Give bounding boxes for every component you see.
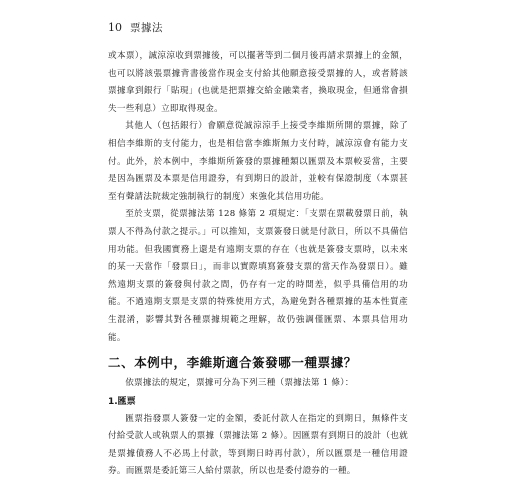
body-paragraph-2: 其他人（包括銀行）會願意從誠涼涼手上接受李維斯所開的票據，除了相信李維斯的支付能力，也是相信當李維斯無力支付時，誠涼涼會有能力支付。此外，於本例中，李維斯所簽發的票據種類以匯票及本票較妥當，主要是因為匯票及本票是信用證券，有到期日的設計，並較有保證制度（本票甚至有聲請法院裁定強制執行的制度）來強化其信用功能。 (108, 121, 408, 202)
page-body (108, 48, 408, 481)
body-paragraph-1: 或本票），誠涼涼收到票據後，可以擺著等到二個月後再請求票據上的金額，也可以將該張票據背書後當作現金支付給其他願意接受票據的人，或者將該票據拿到銀行「貼現」(也就是把票據交給金融業者，換取現金，但通常會損失一些利息）立即取得現金。 (108, 51, 408, 114)
section-intro: 依票據法的規定，票據可分為下列三種（票據法第 1 條）： (125, 378, 354, 389)
page-header (108, 20, 163, 35)
section-heading: 二、本例中，李維斯適合簽發哪一種票據？ (108, 355, 357, 371)
sub-paragraph: 匯票指發票人簽發一定的金額，委託付款人在指定的到期日，無條件支付給受款人或執票人的票據（票據法第 2 條）。因匯票有到期日的設計（也就是票據債務人不必馬上付款，等到期日時再付款），所以匯票是一種信用證券。而匯票是委託第三人給付票款，所以也是委付證券的一種。 (108, 413, 408, 477)
sub-heading-bill-of-exchange: 1.匯票 (108, 396, 136, 407)
running-title: 票據法 (130, 22, 163, 34)
body-paragraph-3: 至於支票，從票據法第 128 條第 2 項規定：「支票在票載發票日前，執票人不得為付款之提示。」可以推知，支票簽發日就是付款日，所以不具備信用功能。但我國實務上還是有遠期支票的存在（也就是簽發支票時，以未來的某一天當作「發票日」，而非以實際填寫簽發支票的當天作為發票日）。雖然遠期支票的簽發與付款之間，仍存有一定的時間差，似乎具備信用的功能。不過遠期支票是支票的特殊使用方式，為避免對各種票據的基本性質產生混淆，影響其對各種票據規範之理解，故仍強調僅匯票、本票具信用功能。 (108, 209, 408, 343)
page-number: 10 (108, 21, 122, 34)
